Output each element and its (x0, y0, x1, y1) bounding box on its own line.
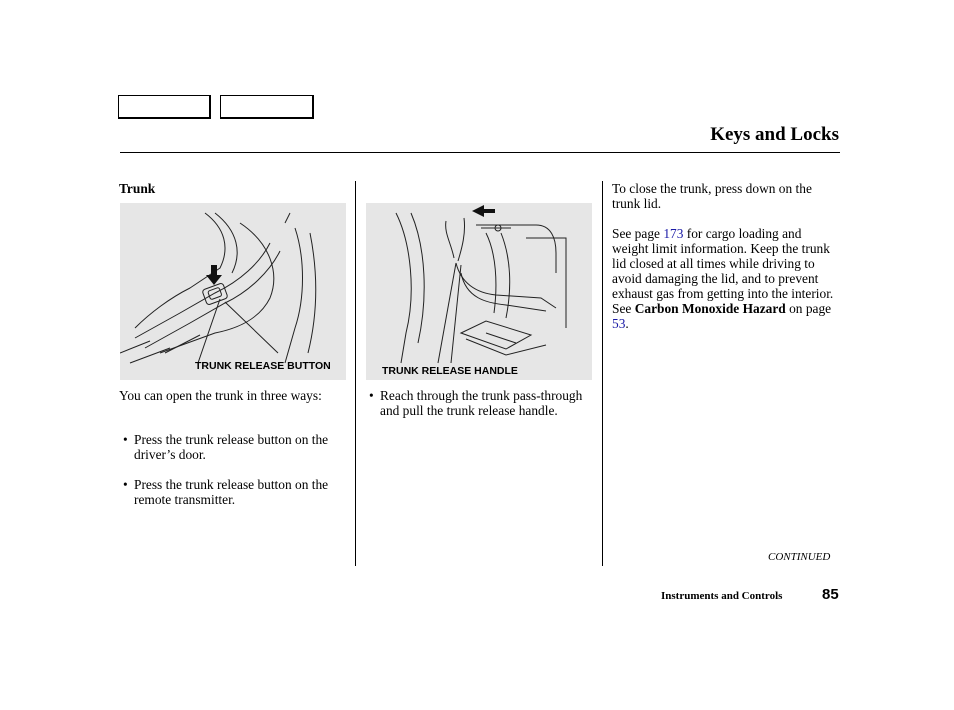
figure-trunk-release-button (120, 203, 346, 380)
title-rule (120, 152, 840, 153)
cargo-info-text (612, 226, 840, 331)
figure-label: TRUNK RELEASE HANDLE (382, 365, 518, 377)
continued-label: CONTINUED (768, 551, 831, 563)
page-link-53[interactable]: 53 (612, 316, 626, 331)
figure-label: TRUNK RELEASE BUTTON (195, 360, 331, 372)
bullet-icon: • (123, 432, 128, 447)
column-divider-2 (602, 181, 603, 566)
bullet-icon: • (369, 388, 374, 403)
section-heading: Trunk (119, 181, 156, 196)
page-title: Keys and Locks (710, 124, 839, 145)
text-span: on page (789, 301, 832, 316)
page-number: 85 (822, 586, 839, 603)
list-item: Reach through the trunk pass-through and pull the trunk release handle. (380, 388, 583, 418)
close-trunk-text: To close the trunk, press down on the trunk lid. (612, 181, 812, 211)
text-span: See page (612, 226, 660, 241)
trunk-handle-illustration (366, 203, 592, 380)
bullet-icon: • (123, 477, 128, 492)
list-item: Press the trunk release button on the remote transmitter. (134, 477, 329, 507)
column-divider-1 (355, 181, 356, 566)
nav-button-main-menu[interactable] (118, 95, 211, 119)
list-item: Press the trunk release button on the driver’s door. (134, 432, 329, 462)
text-span: . (625, 316, 629, 331)
intro-text: You can open the trunk in three ways: (119, 388, 322, 403)
footer-section-title: Instruments and Controls (661, 590, 783, 602)
carbon-monoxide-hazard-ref: Carbon Monoxide Hazard (634, 301, 786, 316)
text-span: for cargo loading and weight limit information. Keep the trunk lid closed at all times while driving to avoid damaging the lid, and to prevent exhaust gas from getting into the interior. See (612, 226, 834, 316)
door-panel-illustration (120, 203, 346, 380)
page-link-173[interactable]: 173 (663, 226, 684, 241)
nav-button-table-of-contents[interactable] (220, 95, 314, 119)
figure-trunk-release-handle (366, 203, 592, 380)
